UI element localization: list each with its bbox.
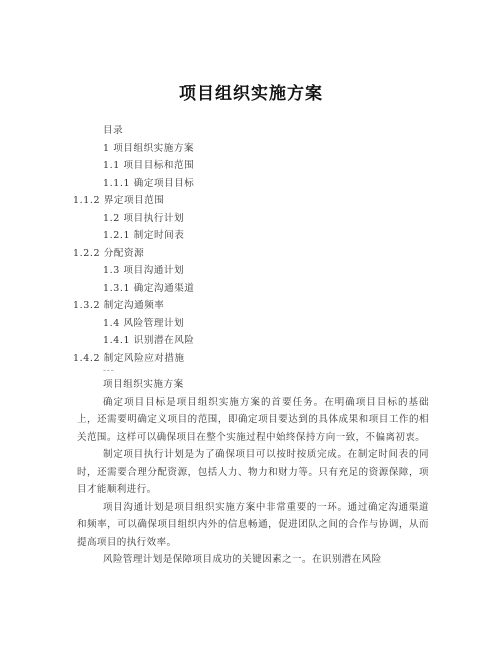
paragraph-risk-management: 风险管理计划是保障项目成功的关键因素之一。在识别潜在风险 (103, 554, 382, 565)
document-title: 项目组织实施方案 (179, 84, 323, 104)
toc-item-1-3: 1.3 项目沟通计划 (103, 265, 185, 276)
toc-item-1-4-1: 1.4.1 识别潜在风险 (103, 335, 195, 346)
toc-item-1-1-1: 1.1.1 确定项目目标 (103, 177, 195, 189)
toc-item-1-3-1: 1.3.1 确定沟通渠道 (103, 282, 195, 294)
paragraph-project-goals: 确定项目目标是项目组织实施方案的首要任务。在明确项目目标的基础上，还需要明确定义项目的范围，即确定项目要达到的具体成果和项目工作的相关范围。这样可以确保项目在整个实施过程中始终保持方向一致，不偏离初衷。 (77, 396, 429, 443)
toc-item-1-2: 1.2 项目执行计划 (103, 212, 185, 224)
toc-heading: 目录 (103, 125, 124, 136)
paragraph-communication: 项目沟通计划是项目组织实施方案中非常重要的一环。通过确定沟通渠道和频率，可以确保项目组织内外的信息畅通，促进团队之间的合作与协调，从而提高项目的执行效率。 (77, 501, 429, 548)
toc-item-1-1: 1.1 项目目标和范围 (103, 160, 195, 171)
toc-item-1: 1 项目组织实施方案 (103, 142, 195, 154)
section-heading: 项目组织实施方案 (103, 379, 184, 390)
document-body (77, 376, 429, 569)
toc-item-1-4: 1.4 风险管理计划 (103, 317, 185, 329)
toc-item-1-2-2: 1.2.2 分配资源 (73, 247, 145, 259)
toc-item-1-4-2: 1.4.2 制定风险应对措施 (73, 352, 185, 364)
toc-item-1-3-2: 1.3.2 制定沟通频率 (73, 300, 165, 311)
toc-item-1-2-1: 1.2.1 制定时间表 (103, 230, 185, 241)
toc-separator: --- (103, 365, 115, 376)
toc-item-1-1-2: 1.1.2 界定项目范围 (73, 195, 165, 206)
paragraph-execution-plan: 制定项目执行计划是为了确保项目可以按时按质完成。在制定时间表的同时，还需要合理分配资源，包括人力、物力和财力等。只有充足的资源保障，项目才能顺利进行。 (77, 449, 429, 495)
